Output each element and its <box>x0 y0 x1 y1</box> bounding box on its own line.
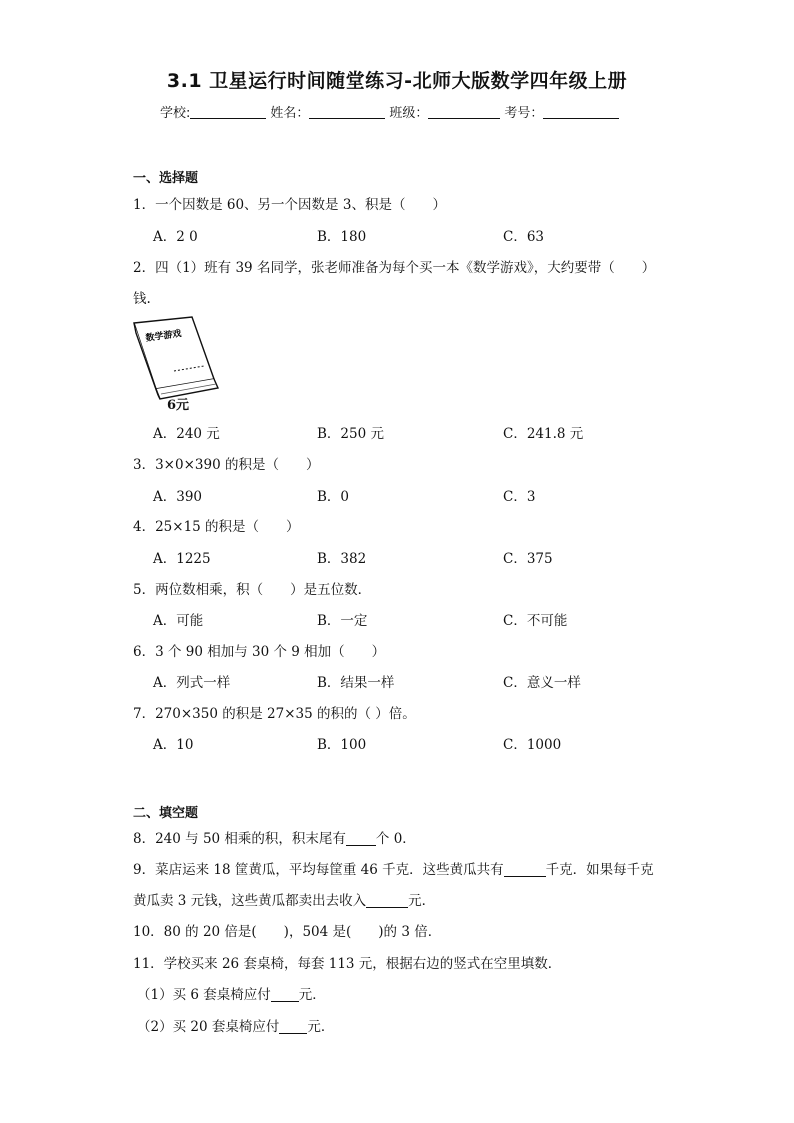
option-7b[interactable]: B．100 <box>317 737 367 753</box>
option-5c[interactable]: C．不可能 <box>503 613 568 629</box>
name-field[interactable] <box>309 105 385 119</box>
name-label: 姓名： <box>270 106 310 121</box>
number-label: 考号： <box>504 106 544 121</box>
question-4: 4．25×15 的积是（ ） <box>133 519 300 535</box>
number-field[interactable] <box>543 105 619 119</box>
question-11: 11．学校买来 26 套桌椅，每套 113 元，根据右边的竖式在空里填数． <box>133 956 562 972</box>
class-label: 班级： <box>389 106 429 121</box>
question-11-part2-text: （2）买 20 套桌椅应付 <box>137 1019 280 1035</box>
answer-blank-8[interactable] <box>346 831 376 846</box>
question-11-part1 <box>137 983 326 1003</box>
book-price: 6元 <box>167 398 190 413</box>
question-2: 2．四（1）班有 39 名同学，张老师准备为每个买一本《数学游戏》，大约要带（ ） <box>133 260 656 276</box>
school-label: 学校: <box>160 106 191 121</box>
option-1a[interactable]: A．2 0 <box>153 229 198 245</box>
question-9 <box>133 858 654 878</box>
question-11-part1-end: 元． <box>298 987 326 1003</box>
option-6b[interactable]: B．结果一样 <box>317 675 395 691</box>
question-1: 1．一个因数是 60、另一个因数是 3、积是（ ） <box>133 197 446 213</box>
option-5b[interactable]: B．一定 <box>317 613 368 629</box>
question-2-continued: 钱. <box>133 291 151 307</box>
option-3c[interactable]: C．3 <box>503 489 536 505</box>
question-9-text: 9．菜店运来 18 筐黄瓜，平均每筐重 46 千克．这些黄瓜共有 <box>133 862 504 878</box>
question-3: 3．3×0×390 的积是（ ） <box>133 457 320 473</box>
option-2b[interactable]: B．250 元 <box>317 426 384 442</box>
answer-blank-9b[interactable] <box>366 893 408 908</box>
option-4a[interactable]: A．1225 <box>153 551 211 567</box>
question-10: 10．80 的 20 倍是( )，504 是( )的 3 倍． <box>133 924 442 940</box>
question-8-text: 8．240 与 50 相乘的积，积末尾有 <box>133 831 346 847</box>
question-5: 5．两位数相乘，积（ ）是五位数． <box>133 582 372 598</box>
answer-blank-9a[interactable] <box>504 862 546 877</box>
question-8-text-end: 个 0． <box>375 831 416 847</box>
question-9-line2 <box>133 889 435 909</box>
option-4b[interactable]: B．382 <box>317 551 367 567</box>
answer-blank-11b[interactable] <box>279 1019 307 1034</box>
option-1b[interactable]: B．180 <box>317 229 367 245</box>
option-1c[interactable]: C．63 <box>503 229 545 245</box>
option-3a[interactable]: A．390 <box>153 489 203 505</box>
page-title: 3.1 卫星运行时间随堂练习-北师大版数学四年级上册 <box>166 70 628 92</box>
school-field[interactable] <box>190 105 266 119</box>
question-7: 7．270×350 的积是 27×35 的积的（ ）倍。 <box>133 706 416 722</box>
option-7c[interactable]: C．1000 <box>503 737 562 753</box>
question-8 <box>133 827 416 847</box>
option-7a[interactable]: A．10 <box>153 737 194 753</box>
option-5a[interactable]: A．可能 <box>153 613 204 629</box>
option-4c[interactable]: C．375 <box>503 551 553 567</box>
option-2a[interactable]: A．240 元 <box>153 426 220 442</box>
question-11-part2-end: 元． <box>307 1019 335 1035</box>
book-cover-title: 数学游戏 <box>145 329 183 344</box>
question-11-part2 <box>137 1015 334 1035</box>
question-9-text-mid: 千克．如果每千克 <box>545 862 654 878</box>
section-heading-fill: 二、填空题 <box>133 806 199 821</box>
option-6c[interactable]: C．意义一样 <box>503 675 581 691</box>
section-heading-choice: 一、选择题 <box>133 171 199 186</box>
question-9-text-2: 黄瓜卖 3 元钱，这些黄瓜都卖出去收入 <box>133 893 367 909</box>
class-field[interactable] <box>428 105 500 119</box>
question-6: 6．3 个 90 相加与 30 个 9 相加（ ） <box>133 644 386 660</box>
student-info-line <box>160 102 623 121</box>
question-11-part1-text: （1）买 6 套桌椅应付 <box>137 987 271 1003</box>
option-3b[interactable]: B．0 <box>317 489 350 505</box>
answer-blank-11a[interactable] <box>271 987 299 1002</box>
question-9-text-end: 元． <box>408 893 436 909</box>
option-6a[interactable]: A．列式一样 <box>153 675 231 691</box>
option-2c[interactable]: C．241.8 元 <box>503 426 584 442</box>
